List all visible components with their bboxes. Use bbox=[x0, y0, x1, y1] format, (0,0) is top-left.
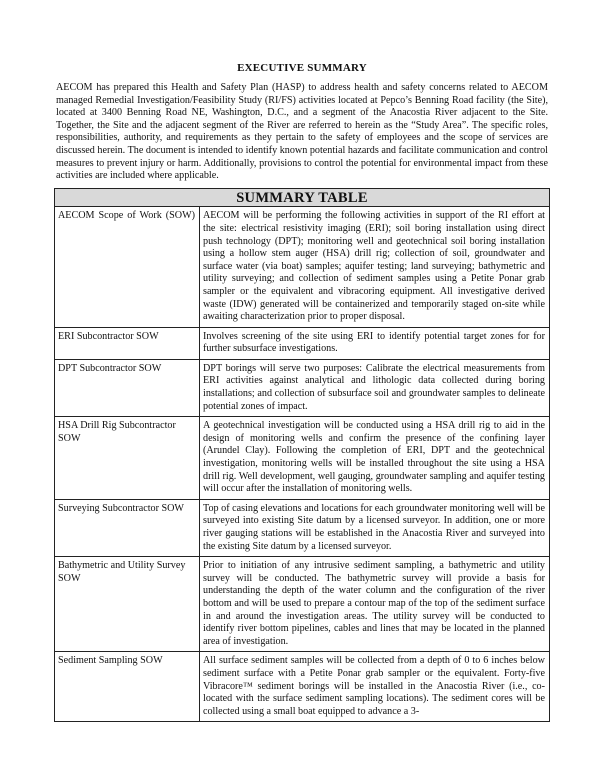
summary-table bbox=[54, 188, 550, 723]
intro-paragraph: AECOM has prepared this Health and Safety Plan (HASP) to address health and safety concerns related to AECOM managed Remedial Investigation/Feasibility Study (RI/FS) activities located at Pepco’s Benning Road facility (the Site), located at 3400 Benning Road NE, Washington, D.C., and a segment of the Anacostia River adjacent to the Site. Together, the Site and the adjacent segment of the River are referred to herein as the “Study Area”. The specific roles, responsibilities, authority, and requirements as they pertain to the safety of employees and the scope of services are discussed herein. The document is intended to identify known potential hazards and facilitate communication and control measures to prevent injury or harm. Additionally, provisions to control the potential for environmental impact from these activities are included where applicable. bbox=[56, 82, 548, 182]
row-label: Bathymetric and Utility Survey SOW bbox=[55, 557, 200, 652]
row-description: Involves screening of the site using ERI to identify potential target zones for for further subsurface investigations. bbox=[200, 327, 550, 359]
page-title: EXECUTIVE SUMMARY bbox=[237, 62, 367, 74]
summary-table-heading: SUMMARY TABLE bbox=[55, 188, 550, 207]
table-row bbox=[55, 652, 550, 722]
row-description: AECOM will be performing the following activities in support of the RI effort at the site: electrical resistivity imaging (ERI); soil boring installation using direct push technology (DPT); monitoring well and geotechnical soil boring installation using a hollow stem auger (HSA) drill rig; collection of soil, groundwater and surface water (via boat) samples; aquifer testing; land surveying; bathymetric and utility surveying; and collection of sediment samples using a Petite Ponar grab sampler or the equivalent and vibracoring equipment. All investigative derived waste (IDW) generated will be containerized and temporarily staged on-site while awaiting characterization prior to proper disposal. bbox=[200, 207, 550, 327]
row-label: HSA Drill Rig Subcontractor SOW bbox=[55, 417, 200, 500]
row-description: A geotechnical investigation will be conducted using a HSA drill rig to aid in the design of monitoring wells and confirm the presence of the confining layer (Arundel Clay). Following the completion of ERI, DPT and the geotechnical investigation, monitoring wells will be installed throughout the site using a HSA drill rig. Well development, well gauging, groundwater sampling and aquifer testing will occur after the installation of monitoring wells. bbox=[200, 417, 550, 500]
row-description: DPT borings will serve two purposes: Calibrate the electrical measurements from ERI activities against analytical and lithologic data collected during boring installations; and collection of subsurface soil and groundwater samples to delineate potential zones of impact. bbox=[200, 359, 550, 416]
row-label: Sediment Sampling SOW bbox=[55, 652, 200, 722]
row-label: DPT Subcontractor SOW bbox=[55, 359, 200, 416]
table-row bbox=[55, 557, 550, 652]
table-row bbox=[55, 359, 550, 416]
row-label: ERI Subcontractor SOW bbox=[55, 327, 200, 359]
row-description: Prior to initiation of any intrusive sediment sampling, a bathymetric and utility survey will be conducted. The bathymetric survey will provide a basis for understanding the depth of the water column and the configuration of the river bottom and will be used to prepare a contour map of the top of the sediment surface in and around the investigation areas. The utility survey will be conducted to identify river bottom pipelines, cables and lines that may be located in the planned area of investigation. bbox=[200, 557, 550, 652]
row-label: Surveying Subcontractor SOW bbox=[55, 499, 200, 556]
table-row bbox=[55, 327, 550, 359]
table-row bbox=[55, 499, 550, 556]
row-description: Top of casing elevations and locations for each groundwater monitoring well will be surveyed into existing Site datum by a licensed surveyor. In addition, one or more river gauging stations will be established in the Anacostia River and surveyed into the existing Site datum by a licensed surveyor. bbox=[200, 499, 550, 556]
row-label: AECOM Scope of Work (SOW) bbox=[55, 207, 200, 327]
document-page bbox=[56, 62, 548, 722]
table-row bbox=[55, 207, 550, 327]
table-row bbox=[55, 417, 550, 500]
row-description: All surface sediment samples will be collected from a depth of 0 to 6 inches below sediment surface with a Petite Ponar grab sampler or the equivalent. Forty-five Vibracore™ sediment borings will be installed in the Anacostia River (i.e., co-located with the surface sediment sampling locations). The sediment cores will be collected using a small boat equipped to advance a 3- bbox=[200, 652, 550, 722]
